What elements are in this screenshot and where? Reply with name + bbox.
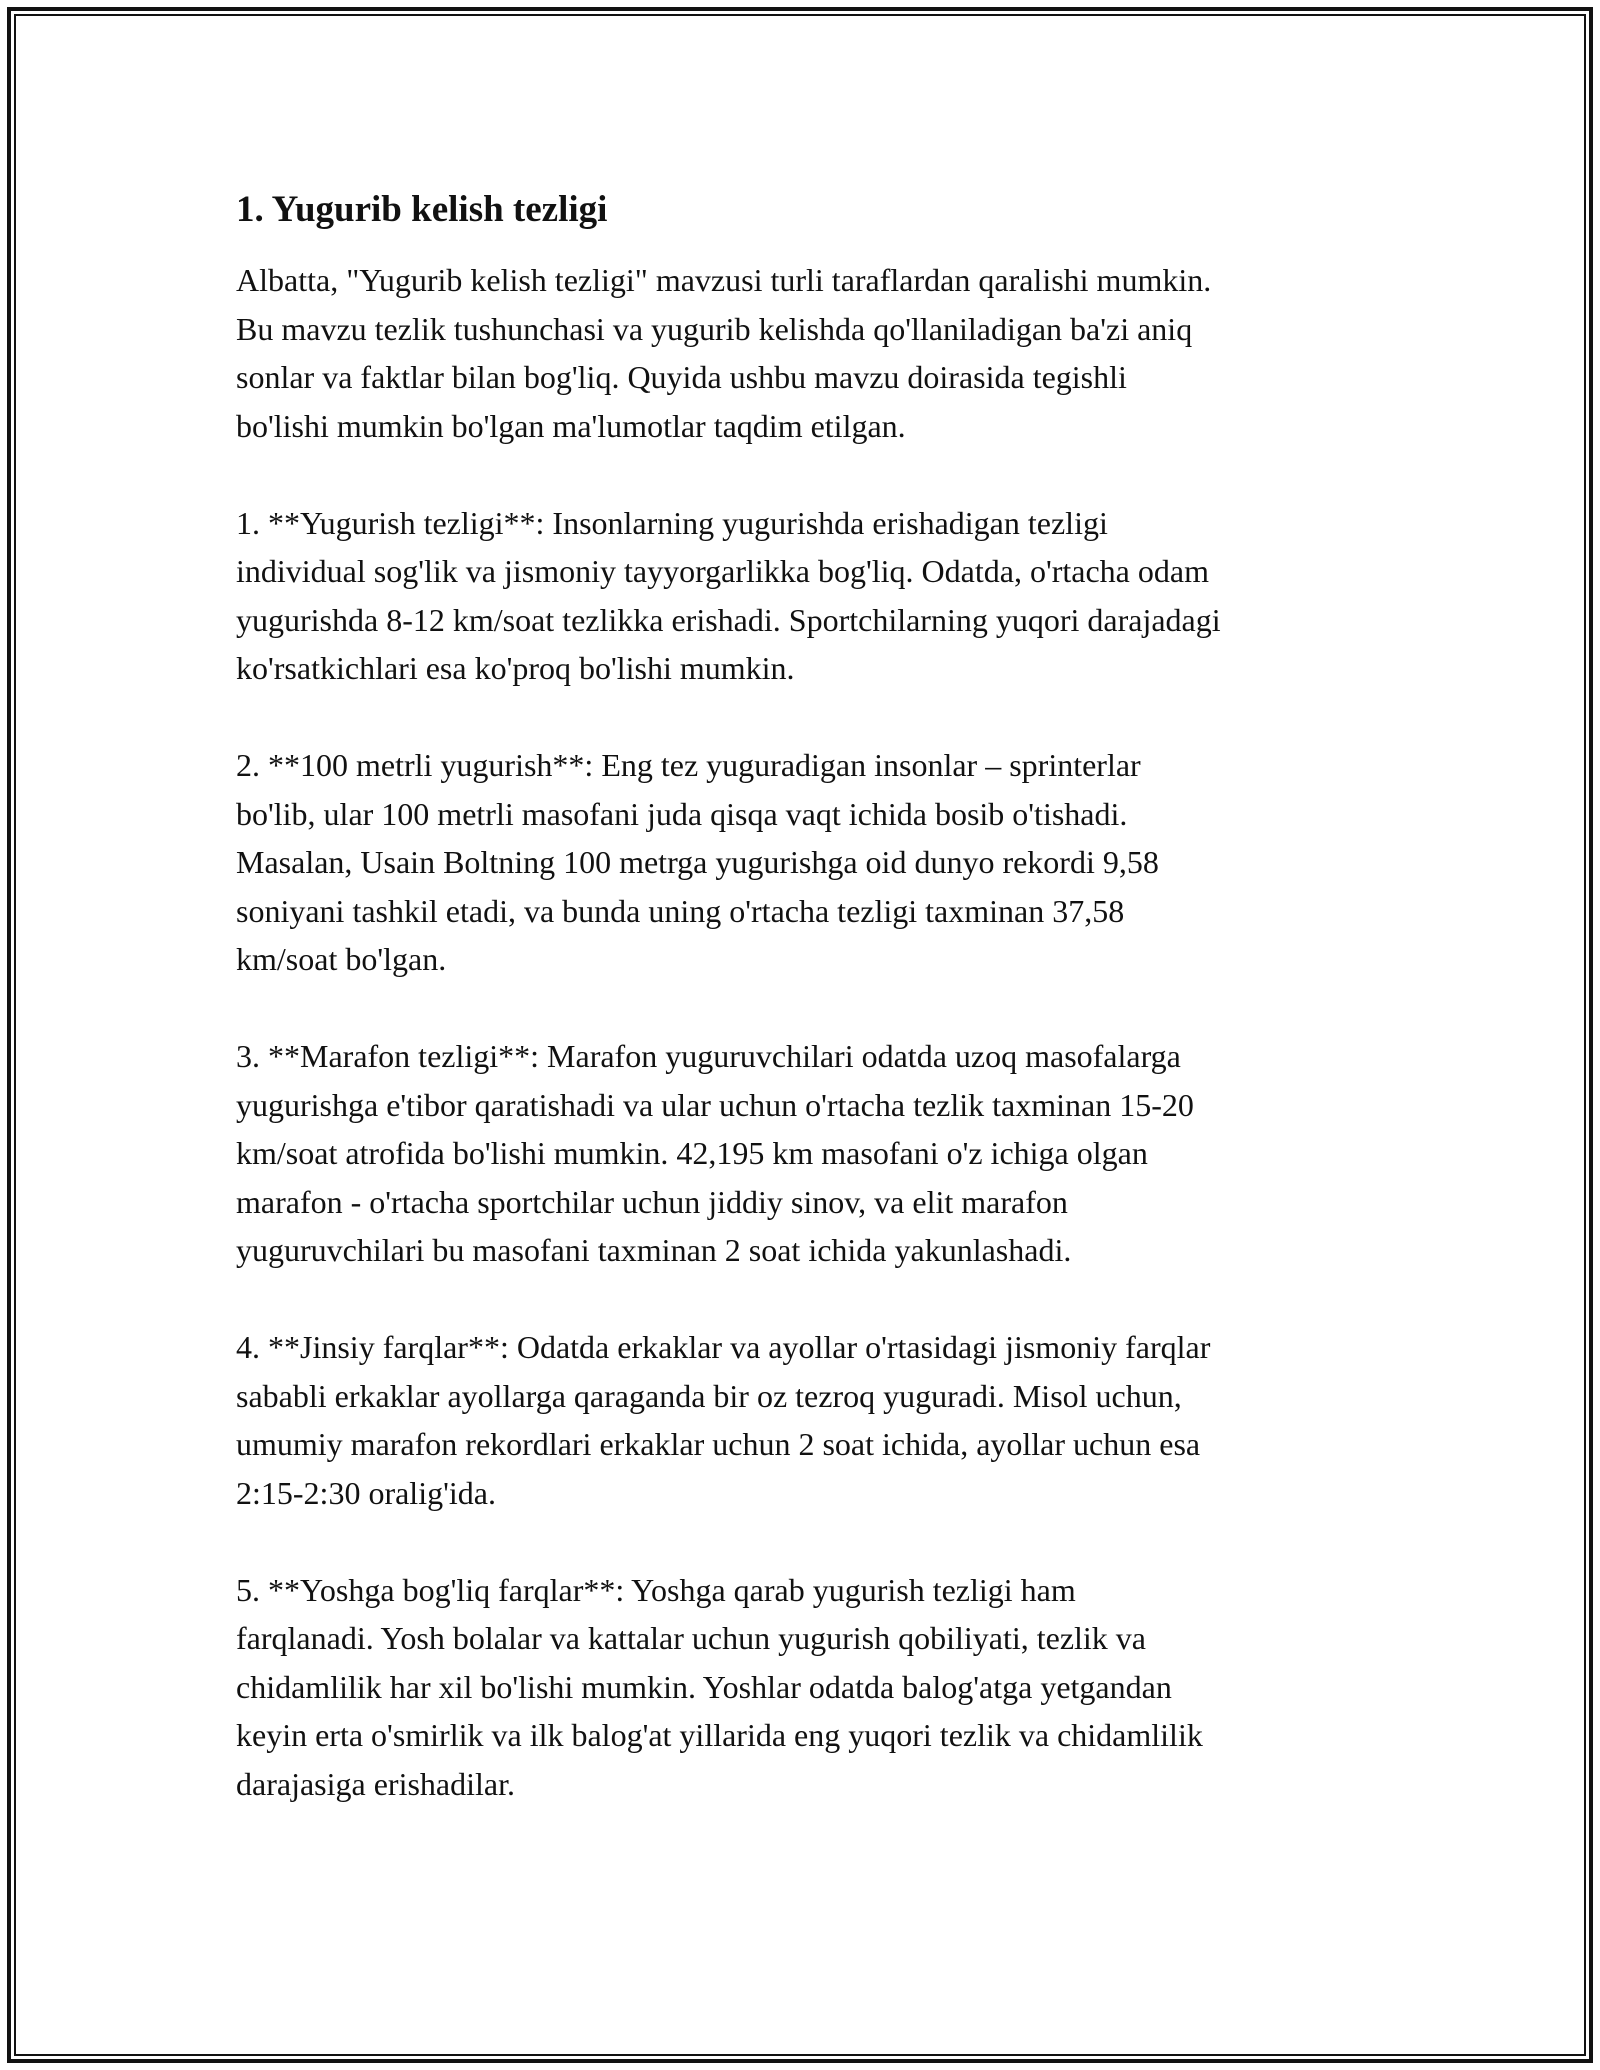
paragraph-running-speed: 1. **Yugurish tezligi**: Insonlarning yugurishda erishadigan tezligi individual sog'lik va jismoniy tayyorgarlikka bog'liq. Odatda, o'rtacha odam yugurishda 8-12 km/soat tezlikka erishadi. Sportchilarning yuqori darajadagi ko'rsatkichlari esa ko'proq bo'lishi mumkin. [236,504,1221,686]
document-body [236,186,1386,1857]
paragraph-gender-differences: 4. **Jinsiy farqlar**: Odatda erkaklar va ayollar o'rtasidagi jismoniy farqlar sababli erkaklar ayollarga qaraganda bir oz tezroq yuguradi. Misol uchun, umumiy marafon rekordlari erkaklar uchun 2 soat ichida, ayollar uchun esa 2:15-2:30 oralig'ida. [236,1329,1211,1511]
paragraph-age-differences: 5. **Yoshga bog'liq farqlar**: Yoshga qarab yugurish tezligi ham farqlanadi. Yosh bolalar va kattalar uchun yugurish qobiliyati, tezlik va chidamlilik har xil bo'lishi mumkin. Yoshlar odatda balog'atga yetgandan keyin erta o'smirlik va ilk balog'at yillarida eng yuqori tezlik va chidamlilik darajasiga erishadilar. [236,1571,1203,1802]
paragraph-marathon-speed: 3. **Marafon tezligi**: Marafon yuguruvchilari odatda uzoq masofalarga yugurishga e'tibor qaratishadi va ular uchun o'rtacha tezlik taxminan 15-20 km/soat atrofida bo'lishi mumkin. 42,195 km masofani o'z ichiga olgan marafon - o'rtacha sportchilar uchun jiddiy sinov, va elit marafon yuguruvchilari bu masofani taxminan 2 soat ichida yakunlashadi. [236,1038,1194,1268]
intro-paragraph: Albatta, "Yugurib kelish tezligi" mavzusi turli taraflardan qaralishi mumkin. Bu mavzu tezlik tushunchasi va yugurib kelishda qo'llaniladigan ba'zi aniq sonlar va faktlar bilan bog'liq. Quyida ushbu mavzu doirasida tegishli bo'lishi mumkin bo'lgan ma'lumotlar taqdim etilgan. [236,262,1212,444]
paragraph-100m-sprint: 2. **100 metrli yugurish**: Eng tez yuguradigan insonlar – sprinterlar bo'lib, ular 100 metrli masofani juda qisqa vaqt ichida bosib o'tishadi. Masalan, Usain Boltning 100 metrga yugurishga oid dunyo rekordi 9,58 soniyani tashkil etadi, va bunda uning o'rtacha tezligi taxminan 37,58 km/soat bo'lgan. [236,747,1159,977]
section-heading: 1. Yugurib kelish tezligi [236,189,608,230]
